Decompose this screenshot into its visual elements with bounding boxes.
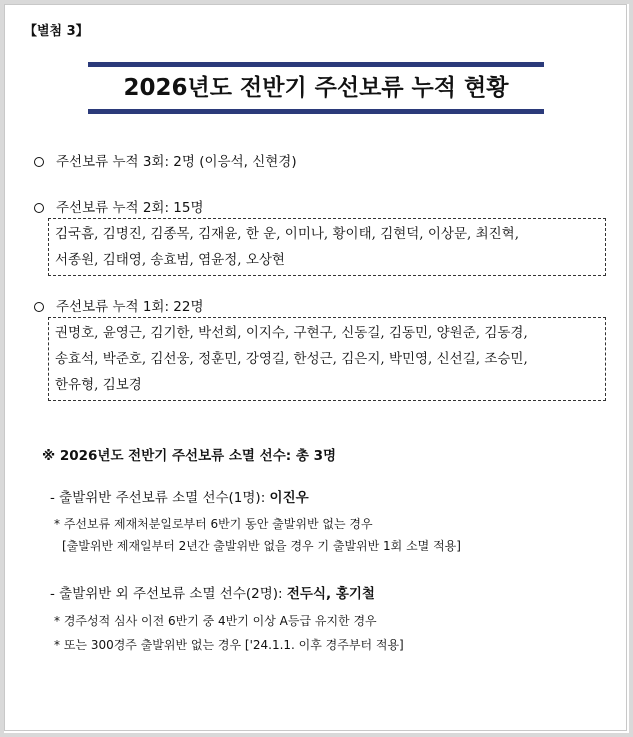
names-line: 송효석, 박준호, 김선웅, 정훈민, 강영길, 한성근, 김은지, 박민영, 신선길, 조승민, bbox=[55, 351, 528, 367]
note-title: ※ 2026년도 전반기 주선보류 소멸 선수: 총 3명 bbox=[42, 448, 337, 464]
section-1-time bbox=[34, 295, 204, 315]
section-heading: 주선보류 누적 2회: 15명 bbox=[56, 200, 204, 216]
note-item-label: - 출발위반 주선보류 소멸 선수(1명): bbox=[50, 490, 270, 506]
names-line: 서종원, 김태영, 송효범, 염윤정, 오상현 bbox=[55, 252, 285, 268]
names-box-2-times bbox=[48, 218, 606, 276]
note-item-names: 이진우 bbox=[269, 490, 309, 506]
note-item-1 bbox=[50, 486, 309, 506]
note-item-label: - 출발위반 외 주선보류 소멸 선수(2명): bbox=[50, 586, 287, 602]
circle-bullet-icon bbox=[34, 302, 44, 312]
names-box-1-time bbox=[48, 317, 606, 401]
section-heading: 주선보류 누적 3회: 2명 (이응석, 신현경) bbox=[56, 154, 297, 170]
circle-bullet-icon bbox=[34, 203, 44, 213]
section-2-times bbox=[34, 196, 204, 216]
note-item-2-detail-1: * 경주성적 심사 이전 6반기 중 4반기 이상 A등급 유지한 경우 bbox=[54, 614, 377, 628]
note-item-2 bbox=[50, 582, 375, 602]
names-line: 한유형, 김보경 bbox=[55, 377, 142, 393]
names-line: 권명호, 윤영근, 김기한, 박선희, 이지수, 구현구, 신동길, 김동민, 양원준, 김동경, bbox=[55, 325, 528, 341]
page-title: 2026년도 전반기 주선보류 누적 현황 bbox=[123, 75, 509, 101]
names-line: 김국흠, 김명진, 김종목, 김재윤, 한 운, 이미나, 황이태, 김현덕, 이상문, 최진혁, bbox=[55, 226, 520, 242]
section-3-times bbox=[34, 150, 297, 170]
attachment-label: 【별첨 3】 bbox=[24, 24, 89, 39]
title-banner bbox=[88, 62, 544, 114]
note-item-2-detail-2: * 또는 300경주 출발위반 없는 경우 ['24.1.1. 이후 경주부터 적용] bbox=[54, 638, 404, 652]
circle-bullet-icon bbox=[34, 157, 44, 167]
note-item-1-detail-2: [출발위반 제재일부터 2년간 출발위반 없을 경우 기 출발위반 1회 소멸 적용] bbox=[62, 539, 461, 553]
note-item-names: 전두식, 홍기철 bbox=[286, 586, 375, 602]
note-item-1-detail-1: * 주선보류 제재처분일로부터 6반기 동안 출발위반 없는 경우 bbox=[54, 517, 373, 531]
section-heading: 주선보류 누적 1회: 22명 bbox=[56, 299, 204, 315]
